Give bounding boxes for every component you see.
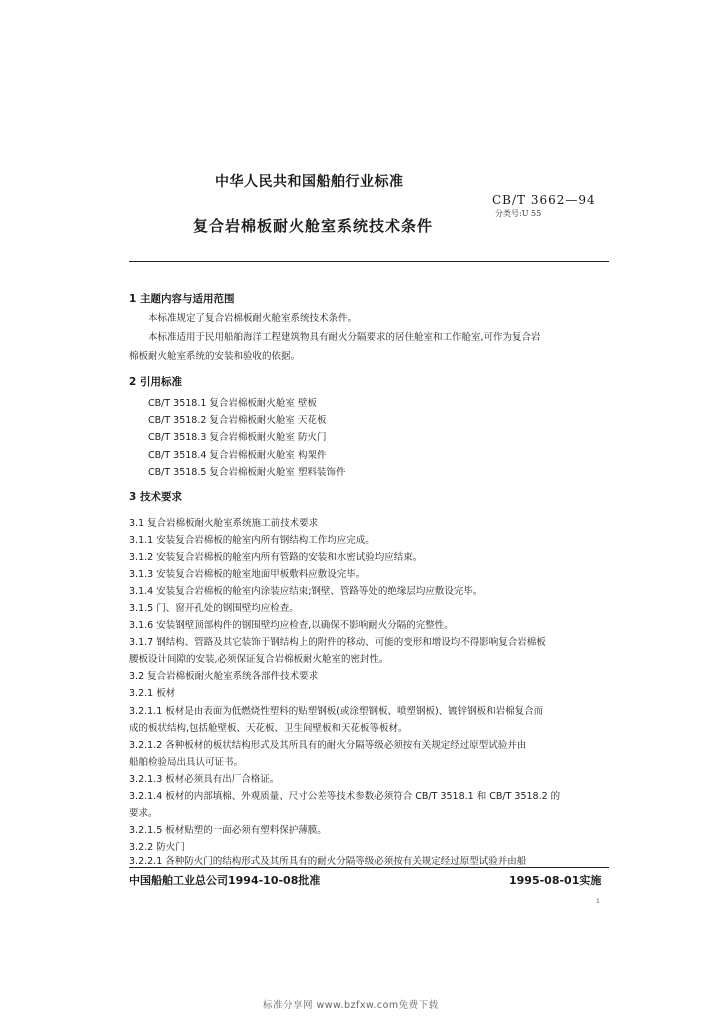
body-line: 本标准适用于民用船舶海洋工程建筑物具有耐火分隔要求的居住舱室和工作舱室,可作为复合岩 bbox=[148, 332, 541, 343]
section-heading: 2 引用标准 bbox=[129, 376, 182, 388]
document-title: 复合岩棉板耐火舱室系统技术条件 bbox=[193, 217, 434, 235]
body-line: 3.2 复合岩棉板耐火舱室系统各部件技术要求 bbox=[129, 671, 319, 682]
body-line: 3.2.1.5 板材贴塑的一面必须有塑料保护薄膜。 bbox=[129, 825, 327, 836]
reference-item: CB/T 3518.2 复合岩棉板耐火舱室 天花板 bbox=[148, 415, 327, 426]
body-line: 腰板设计间隙的安装,必须保证复合岩棉板耐火舱室的密封性。 bbox=[129, 654, 389, 665]
section-heading: 3 技术要求 bbox=[129, 491, 182, 503]
standard-org-title: 中华人民共和国船舶行业标准 bbox=[215, 174, 404, 190]
section-heading: 1 主题内容与适用范围 bbox=[129, 293, 235, 305]
body-line: 3.2.1.2 各种板材的板状结构形式及其所具有的耐火分隔等级必须按有关规定经过原型试验并由 bbox=[129, 740, 527, 751]
effective-date: 1995-08-01实施 bbox=[509, 874, 602, 887]
page-number: 1 bbox=[596, 898, 600, 905]
body-line: 3.1.3 安装复合岩棉板的舱室地面甲板敷料应敷设完毕。 bbox=[129, 569, 366, 580]
watermark-text: 标准分享网 www.bzfxw.com免费下载 bbox=[263, 1000, 439, 1011]
header-rule bbox=[129, 261, 609, 262]
body-line: 3.1.2 安装复合岩棉板的舱室内所有管路的安装和水密试验均应结束。 bbox=[129, 552, 423, 563]
body-line: 3.1 复合岩棉板耐火舱室系统施工前技术要求 bbox=[129, 518, 319, 529]
body-line: 3.1.4 安装复合岩棉板的舱室内涂装应结束;钢壁、管路等处的绝缘层均应敷设完毕。 bbox=[129, 586, 483, 597]
body-line: 本标准规定了复合岩棉板耐火舱室系统技术条件。 bbox=[148, 313, 358, 324]
body-line: 3.2.1.1 板材是由表面为低燃烧性塑料的贴塑钢板(或涂塑钢板、喷塑钢板)、镀锌钢板和岩棉复合而 bbox=[129, 706, 544, 717]
body-line: 3.2.2.1 各种防火门的结构形式及其所具有的耐火分隔等级必须按有关规定经过原型试验并由船 bbox=[129, 856, 527, 867]
standard-code: CB/T 3662—94 bbox=[492, 193, 596, 207]
classification-number: 分类号:U 55 bbox=[495, 209, 542, 218]
body-line: 3.2.1 板材 bbox=[129, 688, 176, 699]
reference-item: CB/T 3518.5 复合岩棉板耐火舱室 塑料装饰件 bbox=[148, 467, 346, 478]
body-line: 3.2.1.4 板材的内部填棉、外观质量、尺寸公差等技术参数必须符合 CB/T 3518.1 和 CB/T 3518.2 的 bbox=[129, 791, 561, 802]
reference-item: CB/T 3518.4 复合岩棉板耐火舱室 构架件 bbox=[148, 450, 327, 461]
body-line: 3.1.7 钢结构、管路及其它装饰于钢结构上的附件的移动、可能的变形和增设均不得影响复合岩棉板 bbox=[129, 637, 546, 648]
body-line: 船舶检验局出具认可证书。 bbox=[129, 757, 244, 768]
body-line: 3.1.5 门、窗开孔处的钢围壁均应检查。 bbox=[129, 603, 299, 614]
reference-item: CB/T 3518.3 复合岩棉板耐火舱室 防火门 bbox=[148, 432, 327, 443]
body-line: 成的板状结构,包括舱壁板、天花板、卫生间壁板和天花板等板材。 bbox=[129, 723, 408, 734]
body-line: 3.2.1.3 板材必须具有出厂合格证。 bbox=[129, 774, 280, 785]
footer-rule bbox=[129, 867, 609, 868]
reference-item: CB/T 3518.1 复合岩棉板耐火舱室 壁板 bbox=[148, 398, 317, 409]
issuer-line: 中国船舶工业总公司1994-10-08批准 bbox=[129, 874, 321, 887]
body-line: 3.1.6 安装钢壁顶部构件的钢围壁均应检查,以确保不影响耐火分隔的完整性。 bbox=[129, 620, 454, 631]
body-line: 3.1.1 安装复合岩棉板的舱室内所有钢结构工作均应完成。 bbox=[129, 535, 375, 546]
body-line: 棉板耐火舱室系统的安装和验收的依据。 bbox=[129, 351, 301, 362]
body-line: 3.2.2 防火门 bbox=[129, 842, 185, 853]
body-line: 要求。 bbox=[129, 808, 158, 819]
